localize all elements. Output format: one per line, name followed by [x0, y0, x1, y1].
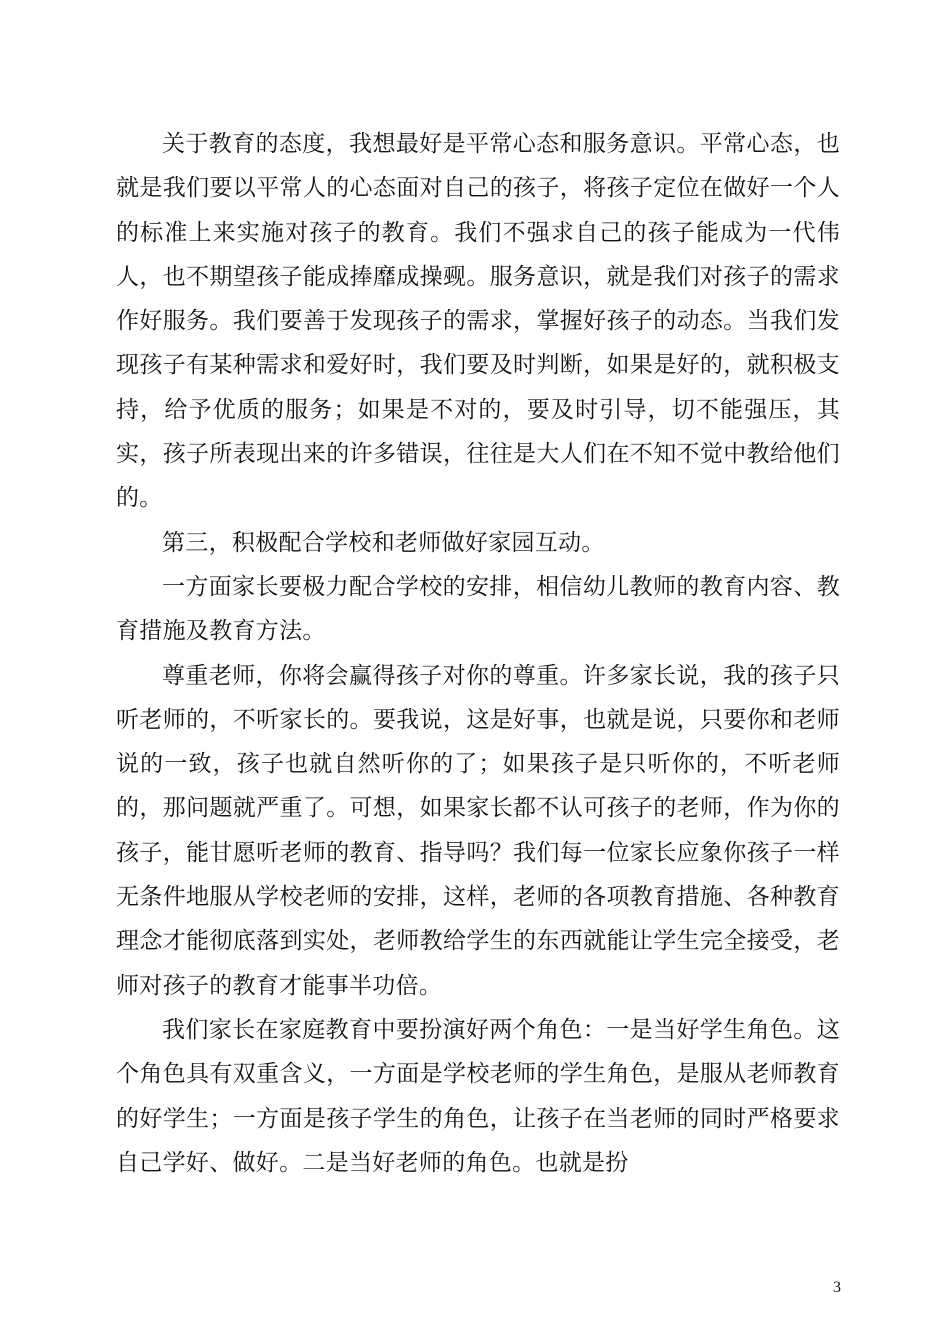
paragraph: 第三，积极配合学校和老师做好家园互动。 [162, 529, 605, 556]
paragraph: 我们家长在家庭教育中要扮演好两个角色：一是当好学生角色。这个角色具有双重含义，一方面是学校老师的学生角色，是服从老师教育的好学生；一方面是孩子学生的角色，让孩子在当老师的同时严格要求自己学好、做好。二是当好老师的角色。也就是扮 [116, 1016, 840, 1176]
paragraph: 一方面家长要极力配合学校的安排，相信幼儿教师的教育内容、教育措施及教育方法。 [116, 573, 840, 645]
paragraph: 关于教育的态度，我想最好是平常心态和服务意识。平常心态，也就是我们要以平常人的心态面对自己的孩子，将孩子定位在做好一个人的标准上来实施对孩子的教育。我们不强求自己的孩子能成为一代伟人，也不期望孩子能成捧靡成操觋。服务意识，就是我们对孩子的需求作好服务。我们要善于发现孩子的需求，掌握好孩子的动态。当我们发现孩子有某种需求和爱好时，我们要及时判断，如果是好的，就积极支持，给予优质的服务；如果是不对的，要及时引导，切不能强压，其实，孩子所表现出来的许多错误，往往是大人们在不知不觉中教给他们的。 [116, 131, 840, 512]
body-text [116, 122, 840, 1185]
paragraph: 尊重老师，你将会赢得孩子对你的尊重。许多家长说，我的孩子只听老师的，不听家长的。要我说，这是好事，也就是说，只要你和老师说的一致，孩子也就自然听你的了；如果孩子是只听你的，不听老师的，那问题就严重了。可想，如果家长都不认可孩子的老师，作为你的孩子，能甘愿听老师的教育、指导吗？我们每一位家长应象你孩子一样无条件地服从学校老师的安排，这样，老师的各项教育措施、各种教育理念才能彻底落到实处，老师教给学生的东西就能让学生完全接受，老师对孩子的教育才能事半功倍。 [116, 662, 840, 999]
page-number: 3 [833, 1279, 841, 1296]
